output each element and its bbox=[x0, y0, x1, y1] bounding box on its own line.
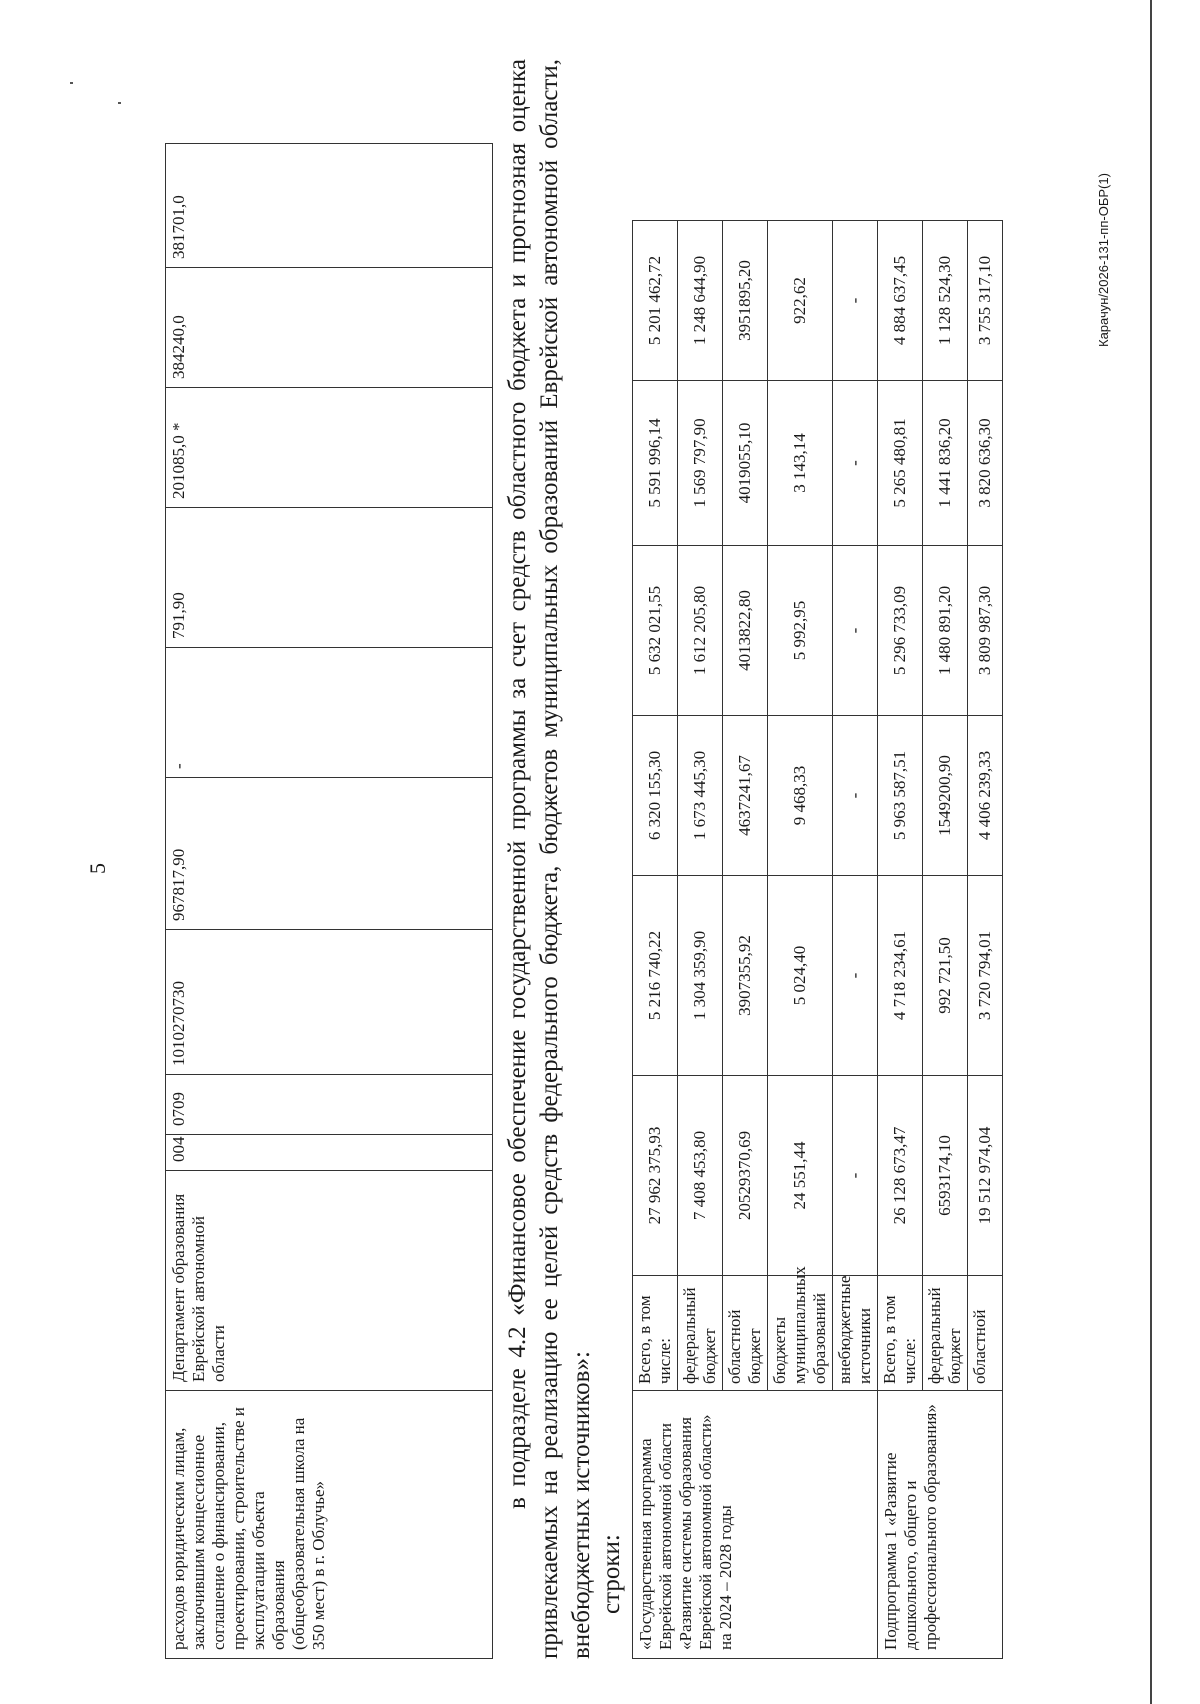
event-name-cell: расходов юридическим лицам, заключившим концессионное соглашение о финансировании, проектировании, строительстве и эксплуатации объекта образования (общеобразовательная школа на 350 мест) в г. Облучье» bbox=[166, 1391, 493, 1659]
value-cell: 1 304 359,90 bbox=[678, 876, 723, 1076]
source-cell: областной bbox=[968, 1276, 1003, 1391]
scan-edge-line bbox=[1150, 0, 1152, 1704]
value-cell: 3 720 794,01 bbox=[968, 876, 1003, 1076]
subprogram-name-cell: Подпрограмма 1 «Развитие дошкольного, общего и профессионального образования» bbox=[878, 1391, 1003, 1659]
value-cell: 26 128 673,47 bbox=[878, 1076, 923, 1276]
value-cell: 1 612 205,80 bbox=[678, 546, 723, 716]
table-row bbox=[878, 59, 923, 1659]
value-cell: 24 551,44 bbox=[768, 1076, 833, 1276]
financing-table bbox=[632, 58, 1003, 1659]
value-cell: 5 265 480,81 bbox=[878, 381, 923, 546]
value-cell: 1 128 524,30 bbox=[923, 221, 968, 381]
value-cell: 5 216 740,22 bbox=[633, 876, 678, 1076]
paragraph-tail: строки: bbox=[598, 1534, 625, 1614]
value-cell: 5 024,40 bbox=[768, 876, 833, 1076]
source-cell: Всего, в том числе: bbox=[633, 1276, 678, 1391]
table-row bbox=[633, 59, 678, 1659]
value-cell: 3 809 987,30 bbox=[968, 546, 1003, 716]
value-cell: 5 296 733,09 bbox=[878, 546, 923, 716]
value-cell: 4 718 234,61 bbox=[878, 876, 923, 1076]
expenses-table-fragment bbox=[165, 143, 493, 1659]
value-cell: - bbox=[833, 546, 878, 716]
value-cell: 201085,0 * bbox=[166, 388, 493, 508]
value-cell: 4 406 239,33 bbox=[968, 716, 1003, 876]
value-cell: 6593174,10 bbox=[923, 1076, 968, 1276]
source-cell: Всего, в том числе: bbox=[878, 1276, 923, 1391]
scan-speck bbox=[118, 102, 121, 104]
value-cell: 3951895,20 bbox=[723, 221, 768, 381]
source-cell: федеральный бюджет bbox=[923, 1276, 968, 1391]
document-code: Карачун/2026-131-пп-ОБР(1) bbox=[1096, 173, 1111, 347]
value-cell: - bbox=[833, 876, 878, 1076]
source-cell: внебюджетные источники bbox=[833, 1276, 878, 1391]
source-cell: федеральный бюджет bbox=[678, 1276, 723, 1391]
amendment-paragraph: в подразделе 4.2 «Финансовое обеспечение государственной программы за счет средств областного бюджета и прогнозная оценка привлекаемых на реализацию ее целей средств федерального бюджета, бюджетов муниципальных образований Еврейской автономной области, внебюджетных источников»: bbox=[504, 59, 595, 1659]
value-cell: 4013822,80 bbox=[723, 546, 768, 716]
page-number: 5 bbox=[85, 863, 110, 874]
grbs-cell: 004 bbox=[166, 1135, 493, 1171]
value-cell: 381701,0 bbox=[166, 144, 493, 268]
value-cell: 992 721,50 bbox=[923, 876, 968, 1076]
rzpr-cell: 0709 bbox=[166, 1075, 493, 1135]
value-cell: 1 480 891,20 bbox=[923, 546, 968, 716]
value-cell: - bbox=[833, 221, 878, 381]
value-cell: 7 408 453,80 bbox=[678, 1076, 723, 1276]
value-cell: 5 992,95 bbox=[768, 546, 833, 716]
value-cell: 27 962 375,93 bbox=[633, 1076, 678, 1276]
value-cell: - bbox=[833, 716, 878, 876]
value-cell: 384240,0 bbox=[166, 268, 493, 388]
source-cell: областной бюджет bbox=[723, 1276, 768, 1391]
value-cell: - bbox=[166, 648, 493, 778]
value-cell: 791,90 bbox=[166, 508, 493, 648]
value-cell: - bbox=[833, 1076, 878, 1276]
value-cell: 5 632 021,55 bbox=[633, 546, 678, 716]
value-cell: 3 820 636,30 bbox=[968, 381, 1003, 546]
value-cell: 4637241,67 bbox=[723, 716, 768, 876]
value-cell: 967817,90 bbox=[166, 778, 493, 930]
csr-cell: 1010270730 bbox=[166, 930, 493, 1075]
value-cell: 5 201 462,72 bbox=[633, 221, 678, 381]
value-cell: 1 441 836,20 bbox=[923, 381, 968, 546]
value-cell: 1549200,90 bbox=[923, 716, 968, 876]
program-name-cell: «Государственная программа Еврейской автономной области «Развитие системы образования Еврейской автономной области» на 2024 – 2028 годы bbox=[633, 1391, 878, 1659]
value-cell: 5 591 996,14 bbox=[633, 381, 678, 546]
value-cell: 20529370,69 bbox=[723, 1076, 768, 1276]
value-cell: 9 468,33 bbox=[768, 716, 833, 876]
value-cell: - bbox=[833, 381, 878, 546]
value-cell: 3 143,14 bbox=[768, 381, 833, 546]
executor-cell: Департамент образования Еврейской автономной области bbox=[166, 1171, 493, 1391]
table-row bbox=[166, 144, 493, 1659]
value-cell: 19 512 974,04 bbox=[968, 1076, 1003, 1276]
value-cell: 3 755 317,10 bbox=[968, 221, 1003, 381]
value-cell: 4 884 637,45 bbox=[878, 221, 923, 381]
source-cell: бюджеты муниципальных образований bbox=[768, 1276, 833, 1391]
value-cell: 1 248 644,90 bbox=[678, 221, 723, 381]
value-cell: 1 673 445,30 bbox=[678, 716, 723, 876]
value-cell: 6 320 155,30 bbox=[633, 716, 678, 876]
value-cell: 3907355,92 bbox=[723, 876, 768, 1076]
scan-speck bbox=[70, 82, 73, 84]
value-cell: 4019055,10 bbox=[723, 381, 768, 546]
value-cell: 922,62 bbox=[768, 221, 833, 381]
value-cell: 1 569 797,90 bbox=[678, 381, 723, 546]
value-cell: 5 963 587,51 bbox=[878, 716, 923, 876]
